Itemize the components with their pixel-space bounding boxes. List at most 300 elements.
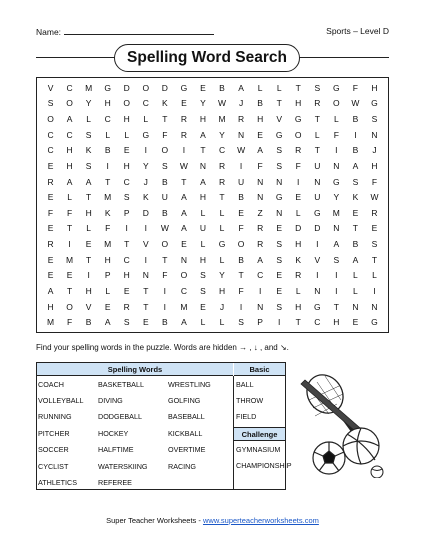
grid-letter: M: [85, 82, 93, 93]
grid-letter: H: [123, 114, 130, 125]
grid-letter: H: [218, 285, 226, 296]
grid-letter: N: [142, 270, 149, 281]
side-lists: [234, 363, 292, 489]
grid-letter: V: [276, 114, 283, 125]
spelling-word: HOCKEY: [98, 428, 129, 438]
grid-letter: F: [257, 160, 263, 171]
grid-letter: O: [161, 239, 169, 250]
grid-letter: H: [295, 239, 302, 250]
spelling-words-list: [37, 376, 234, 489]
grid-letter: N: [333, 160, 340, 171]
grid-letter: Z: [257, 207, 263, 218]
grid-letter: Y: [200, 98, 206, 109]
grid-letter: W: [160, 223, 169, 234]
grid-letter: E: [104, 301, 111, 312]
grid-letter: Y: [142, 160, 149, 171]
grid-letter: E: [238, 207, 244, 218]
word-bank: [36, 362, 292, 490]
grid-letter: H: [123, 160, 130, 171]
grid-letter: A: [66, 176, 73, 187]
grid-letter: Y: [219, 129, 225, 140]
grid-letter: G: [142, 129, 150, 140]
grid-letter: B: [352, 145, 359, 156]
grid-letter: B: [104, 145, 111, 156]
grid-letter: L: [200, 207, 206, 218]
grid-letter: E: [181, 239, 187, 250]
grid-letter: T: [314, 114, 320, 125]
grid-letter: N: [238, 129, 245, 140]
grid-letter: E: [352, 317, 359, 328]
spelling-word: CYCLIST: [38, 461, 69, 471]
spelling-word: RUNNING: [38, 412, 72, 422]
grid-letter: I: [125, 223, 128, 234]
grid-letter: A: [200, 176, 206, 187]
grid-letter: G: [333, 176, 340, 187]
grid-letter: M: [218, 114, 226, 125]
grid-letter: M: [46, 317, 55, 328]
spelling-word: HALFTIME: [98, 445, 134, 455]
grid-letter: G: [180, 82, 188, 93]
grid-letter: E: [142, 317, 149, 328]
grid-letter: A: [85, 176, 92, 187]
grid-letter: H: [104, 98, 111, 109]
grid-letter: C: [257, 270, 264, 281]
grid-letter: H: [295, 98, 302, 109]
grid-letter: E: [200, 82, 206, 93]
grid-letter: T: [143, 301, 149, 312]
grid-letter: L: [219, 207, 225, 218]
name-label: Name:: [36, 27, 62, 37]
grid-letter: I: [68, 239, 71, 250]
grid-letter: W: [237, 145, 246, 156]
grid-letter: C: [47, 129, 54, 140]
grid-letter: L: [105, 285, 111, 296]
grid-letter: H: [371, 82, 378, 93]
grid-letter: C: [314, 317, 321, 328]
grid-letter: E: [295, 192, 302, 203]
grid-letter: D: [161, 82, 168, 93]
grid-letter: H: [85, 207, 92, 218]
grid-letter: R: [371, 207, 378, 218]
grid-letter: O: [66, 98, 73, 109]
grid-letter: M: [104, 239, 112, 250]
grid-letter: T: [295, 82, 301, 93]
grid-letter: E: [47, 160, 54, 171]
grid-letter: T: [105, 176, 111, 187]
grid-letter: H: [199, 254, 207, 265]
grid-letter: L: [372, 270, 377, 281]
name-line[interactable]: [64, 26, 214, 35]
spelling-word: GOLFING: [168, 396, 201, 406]
grid-letter: L: [219, 317, 225, 328]
grid-letter: O: [66, 301, 73, 312]
grid-letter: I: [335, 145, 338, 156]
grid-letter: F: [352, 82, 358, 93]
word-search-grid: [36, 77, 389, 333]
grid-letter: E: [200, 301, 206, 312]
grid-letter: S: [314, 82, 321, 93]
grid-letter: A: [181, 207, 187, 218]
grid-letter: O: [161, 145, 169, 156]
grid-letter: I: [239, 301, 243, 312]
grid-letter: I: [87, 270, 90, 281]
grid-letter: M: [332, 207, 340, 218]
grid-letter: R: [47, 176, 54, 187]
basic-header: Basic: [234, 363, 285, 376]
grid-letter: L: [314, 129, 320, 140]
challenge-word: CHAMPIONSHIP: [236, 461, 292, 471]
grid-letter: I: [373, 285, 376, 296]
grid-letter: F: [162, 129, 168, 140]
grid-letter: V: [85, 301, 92, 312]
grid-letter: T: [314, 145, 320, 156]
grid-letter: L: [219, 254, 225, 265]
grid-letter: G: [294, 114, 302, 125]
grid-letter: U: [199, 223, 207, 234]
grid-letter: G: [218, 239, 226, 250]
basic-word: THROW: [236, 396, 264, 406]
grid-letter: G: [104, 82, 111, 93]
spelling-word: OVERTIME: [168, 445, 206, 455]
grid-letter: B: [257, 98, 263, 109]
grid-letter: T: [66, 223, 73, 234]
grid-letter: N: [314, 176, 321, 187]
grid-letter: R: [218, 160, 226, 171]
grid-letter: H: [199, 192, 207, 203]
grid-letter: J: [372, 145, 377, 156]
grid-letter: A: [333, 239, 340, 250]
grid-letter: I: [278, 317, 281, 328]
grid-letter: S: [276, 254, 283, 265]
grid-letter: D: [295, 223, 302, 234]
basic-list: [234, 376, 285, 425]
grid-letter: R: [314, 98, 321, 109]
grid-letter: I: [163, 301, 167, 312]
grid-letter: S: [123, 317, 130, 328]
grid-letter: N: [371, 129, 378, 140]
grid-letter: B: [162, 317, 168, 328]
grid-letter: J: [219, 301, 225, 312]
grid-letter: T: [371, 254, 378, 265]
grid-letter: L: [353, 285, 358, 296]
grid-letter: G: [333, 82, 340, 93]
grid-letter: B: [352, 114, 359, 125]
grid-letter: N: [276, 176, 283, 187]
spelling-word: COACH: [38, 379, 64, 389]
grid-letter: T: [219, 192, 225, 203]
grid-letter: F: [371, 176, 378, 187]
spelling-word: WATERSKIING: [98, 461, 148, 471]
grid-letter: S: [333, 254, 340, 265]
sports-equipment-icon: [295, 372, 387, 478]
grid-letter: C: [47, 145, 54, 156]
grid-letter: O: [142, 82, 150, 93]
grid-letter: T: [143, 285, 149, 296]
grid-letter: S: [123, 192, 130, 203]
grid-letter: L: [276, 82, 282, 93]
grid-letter: M: [104, 192, 112, 203]
grid-letter: S: [371, 239, 378, 250]
soccer-ball-icon: [313, 442, 345, 474]
grid-letter: B: [162, 207, 168, 218]
grid-letter: N: [257, 192, 264, 203]
grid-letter: I: [182, 145, 186, 156]
grid-letter: L: [124, 129, 130, 140]
grid-letter: N: [180, 254, 187, 265]
grid-letter: S: [371, 114, 378, 125]
grid-letter: B: [352, 239, 359, 250]
grid-letter: C: [218, 145, 226, 156]
grid-letter: L: [86, 223, 91, 234]
grid-letter: H: [199, 114, 207, 125]
grid-letter: L: [295, 285, 301, 296]
grid-letter: F: [66, 207, 73, 218]
grid-letter: T: [181, 176, 187, 187]
grid-letter: P: [104, 270, 111, 281]
grid-letter: F: [238, 285, 244, 296]
grid-letter: G: [275, 129, 283, 140]
grid-letter: S: [276, 160, 283, 171]
challenge-word: GYMNASIUM: [236, 444, 281, 454]
grid-letter: F: [295, 160, 301, 171]
spelling-word: RACING: [168, 461, 196, 471]
grid-letter: S: [200, 270, 206, 281]
grid-letter: A: [181, 192, 187, 203]
grid-letter: O: [123, 98, 131, 109]
grid-letter: S: [276, 301, 283, 312]
grid-letter: A: [257, 254, 263, 265]
grid-letter: R: [180, 129, 187, 140]
grid-letter: G: [313, 301, 321, 312]
basic-word: FIELD: [236, 412, 257, 422]
footer: [0, 516, 425, 525]
grid-letter: A: [47, 285, 54, 296]
grid-letter: R: [47, 239, 54, 250]
grid-letter: N: [314, 285, 321, 296]
grid-letter: A: [257, 145, 263, 156]
grid-letter: H: [295, 301, 302, 312]
grid-letter: V: [47, 82, 54, 93]
grid-letter: T: [276, 98, 282, 109]
grid-letter: T: [66, 285, 73, 296]
spelling-word: BASKETBALL: [98, 379, 144, 389]
grid-letter: F: [66, 317, 73, 328]
spelling-word: VOLLEYBALL: [38, 396, 84, 406]
grid-letter: W: [370, 192, 379, 203]
grid-letter: L: [257, 82, 263, 93]
grid-letter: M: [66, 254, 74, 265]
grid-letter: B: [85, 317, 92, 328]
grid-letter: K: [352, 192, 359, 203]
grid-letter: C: [142, 98, 149, 109]
grid-letter: K: [104, 207, 111, 218]
spelling-word: SOCCER: [38, 445, 69, 455]
grid-letter: B: [219, 82, 225, 93]
name-field: [36, 26, 214, 37]
spelling-word: DIVING: [98, 396, 123, 406]
grid-letter: Y: [219, 270, 225, 281]
grid-letter: O: [333, 98, 340, 109]
grid-letter: U: [314, 160, 321, 171]
grid-letter: U: [161, 192, 168, 203]
grid-letter: R: [123, 301, 130, 312]
grid-letter: E: [85, 239, 92, 250]
grid-letter: I: [239, 160, 243, 171]
grid-letter: A: [66, 114, 73, 125]
spelling-word: DODGEBALL: [98, 412, 142, 422]
grid-letter: R: [257, 239, 264, 250]
grid-letter: K: [85, 145, 92, 156]
grid-letter: T: [295, 317, 301, 328]
spelling-word: BASEBALL: [168, 412, 205, 422]
grid-letter: H: [104, 254, 111, 265]
grid-letter: Y: [85, 98, 92, 109]
grid-letter: T: [238, 270, 244, 281]
grid-letter: L: [143, 114, 149, 125]
grid-letter: C: [104, 114, 111, 125]
grid-letter: S: [162, 160, 168, 171]
grid-letter: I: [316, 270, 319, 281]
instructions: Find your spelling words in the puzzle. Words are hidden → , ↓ , and ↘.: [36, 343, 289, 352]
grid-letter: A: [200, 129, 206, 140]
grid-letter: S: [276, 145, 283, 156]
grid-letter: L: [86, 114, 91, 125]
grid-letter: T: [333, 301, 339, 312]
challenge-list: [234, 441, 292, 474]
grid-letter: K: [162, 98, 168, 109]
grid-letter: N: [371, 301, 378, 312]
grid-letter: E: [47, 192, 54, 203]
grid-letter: N: [276, 207, 283, 218]
grid-letter: N: [199, 160, 207, 171]
grid-letter: D: [314, 223, 321, 234]
grid-letter: I: [106, 160, 109, 171]
grid-letter: S: [200, 285, 206, 296]
grid-letter: N: [257, 301, 264, 312]
grid-letter: L: [219, 223, 225, 234]
grid-letter: G: [371, 98, 378, 109]
grid-letter: T: [352, 223, 358, 234]
grid-letter: D: [142, 207, 149, 218]
grid-letter: S: [85, 160, 92, 171]
grid-letter: J: [143, 176, 148, 187]
grid-letter: N: [352, 301, 359, 312]
spelling-word: PITCHER: [38, 428, 70, 438]
footer-link[interactable]: www.superteacherworksheets.com: [202, 516, 319, 525]
grid-letter: I: [144, 254, 147, 265]
grid-letter: H: [66, 145, 73, 156]
grid-letter: T: [86, 254, 92, 265]
level-label: Sports – Level D: [326, 26, 389, 36]
grid-letter: A: [352, 160, 359, 171]
grid-letter: S: [238, 317, 244, 328]
grid-letter: C: [123, 176, 130, 187]
grid-letter: F: [333, 129, 339, 140]
grid-letter: O: [47, 114, 54, 125]
grid-letter: K: [142, 192, 149, 203]
grid-letter: S: [47, 98, 54, 109]
grid-letter: G: [313, 207, 321, 218]
grid-letter: O: [180, 270, 188, 281]
tennis-ball-icon: [371, 466, 383, 478]
grid-letter: B: [238, 192, 244, 203]
grid-letter: S: [276, 239, 283, 250]
grid-letter: L: [200, 317, 206, 328]
grid-letter: E: [47, 254, 54, 265]
grid-letter: L: [105, 129, 111, 140]
grid-letter: I: [297, 176, 300, 187]
spelling-word: WRESTLING: [168, 379, 211, 389]
challenge-header: Challenge: [234, 427, 285, 441]
grid-letter: H: [47, 301, 54, 312]
grid-letter: E: [123, 285, 130, 296]
spelling-word: REFEREE: [98, 478, 132, 488]
grid-letter: E: [47, 270, 54, 281]
grid-letter: E: [276, 223, 283, 234]
grid-letter: U: [238, 176, 245, 187]
grid-letter: L: [353, 270, 358, 281]
grid-letter: B: [238, 254, 244, 265]
grid-letter: R: [257, 223, 264, 234]
grid-letter: L: [200, 239, 206, 250]
grid-letter: F: [238, 223, 244, 234]
grid-letter: E: [276, 285, 283, 296]
grid-letter: C: [66, 129, 73, 140]
grid-letter: H: [371, 160, 378, 171]
grid-letter: F: [47, 207, 54, 218]
grid-letter: G: [275, 192, 283, 203]
grid-letter: H: [123, 270, 130, 281]
grid-letter: M: [180, 301, 188, 312]
grid-letter: I: [258, 285, 262, 296]
grid-letter: S: [85, 129, 92, 140]
grid-letter: T: [162, 114, 168, 125]
grid-letter: L: [295, 207, 301, 218]
grid-letter: L: [67, 192, 72, 203]
grid-letter: H: [66, 160, 73, 171]
grid-letter: N: [333, 223, 340, 234]
grid-letter: I: [335, 285, 338, 296]
basketball-icon: [343, 428, 379, 464]
grid-letter: E: [371, 223, 378, 234]
grid-letter: C: [123, 254, 130, 265]
grid-letter: P: [123, 207, 130, 218]
grid-letter: I: [163, 285, 167, 296]
grid-letter: A: [352, 254, 359, 265]
spelling-word: ATHLETICS: [38, 478, 78, 488]
grid-letter: E: [352, 207, 359, 218]
grid-letter: F: [162, 270, 168, 281]
spelling-words-header: Spelling Words: [37, 363, 233, 376]
footer-text: Super Teacher Worksheets -: [106, 516, 203, 525]
grid-letter: I: [316, 239, 319, 250]
grid-letter: N: [257, 176, 264, 187]
grid-letter: C: [66, 82, 73, 93]
grid-letter: A: [181, 223, 187, 234]
grid-letter: V: [314, 254, 321, 265]
page-title: Spelling Word Search: [114, 44, 300, 72]
grid-letter: U: [314, 192, 321, 203]
grid-letter: E: [47, 223, 54, 234]
grid-letter: A: [181, 317, 187, 328]
grid-letter: I: [354, 129, 357, 140]
grid-letter: A: [104, 317, 111, 328]
grid-letter: I: [144, 145, 147, 156]
grid-letter: R: [295, 145, 302, 156]
grid-letter: H: [85, 285, 92, 296]
grid-letter: W: [351, 98, 360, 109]
grid-letter: R: [295, 270, 302, 281]
